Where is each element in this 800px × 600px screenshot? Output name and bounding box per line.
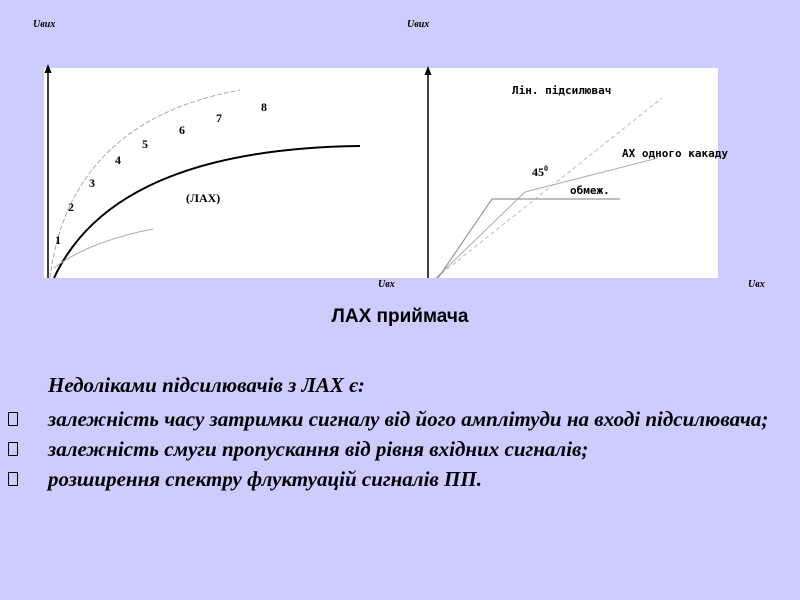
- list-item: [0, 404, 790, 434]
- left-y-axis-title: Uвих: [33, 19, 56, 30]
- stage-label-7: 7: [216, 111, 222, 125]
- angle-value: 45: [532, 165, 544, 179]
- intro-text: Недоліками підсилювачів з ЛАХ є:: [48, 373, 365, 397]
- right-x-axis-title: Uвх: [748, 279, 765, 290]
- drawbacks-list: [0, 404, 790, 494]
- list-item-text: залежність смуги пропускання від рівня вхідних сигналів;: [48, 437, 589, 461]
- stage-characteristic-label: АХ одного какаду: [622, 147, 728, 160]
- limiter-label: обмеж.: [570, 184, 610, 197]
- stage-label-1: 1: [55, 233, 61, 247]
- right-plot-panel: [422, 68, 718, 278]
- linear-amplifier-label: Лін. підсилювач: [512, 84, 612, 97]
- stage-label-6: 6: [179, 123, 185, 137]
- angle-degree-mark: 0: [544, 164, 548, 173]
- stage-label-8: 8: [261, 100, 267, 114]
- bullet-box-icon: [8, 472, 18, 486]
- curve-label: (ЛАХ): [186, 191, 221, 205]
- bullet-box-icon: [8, 412, 18, 426]
- bullet-box-icon: [8, 442, 18, 456]
- figure-caption: ЛАХ приймача: [331, 306, 469, 327]
- left-plot-panel: [44, 68, 422, 278]
- stage-label-2: 2: [68, 200, 74, 214]
- list-item-text: залежність часу затримки сигналу від його амплітуди на вході підсилювача;: [48, 407, 769, 431]
- list-item: [0, 434, 790, 464]
- stage-label-3: 3: [89, 176, 95, 190]
- list-item: [0, 464, 790, 494]
- stage-label-4: 4: [115, 153, 121, 167]
- stage-label-5: 5: [142, 137, 148, 151]
- left-x-axis-title: Uвх: [378, 279, 395, 290]
- list-item-text: розширення спектру флуктуацій сигналів ПП.: [48, 467, 482, 491]
- right-y-axis-title: Uвих: [407, 19, 430, 30]
